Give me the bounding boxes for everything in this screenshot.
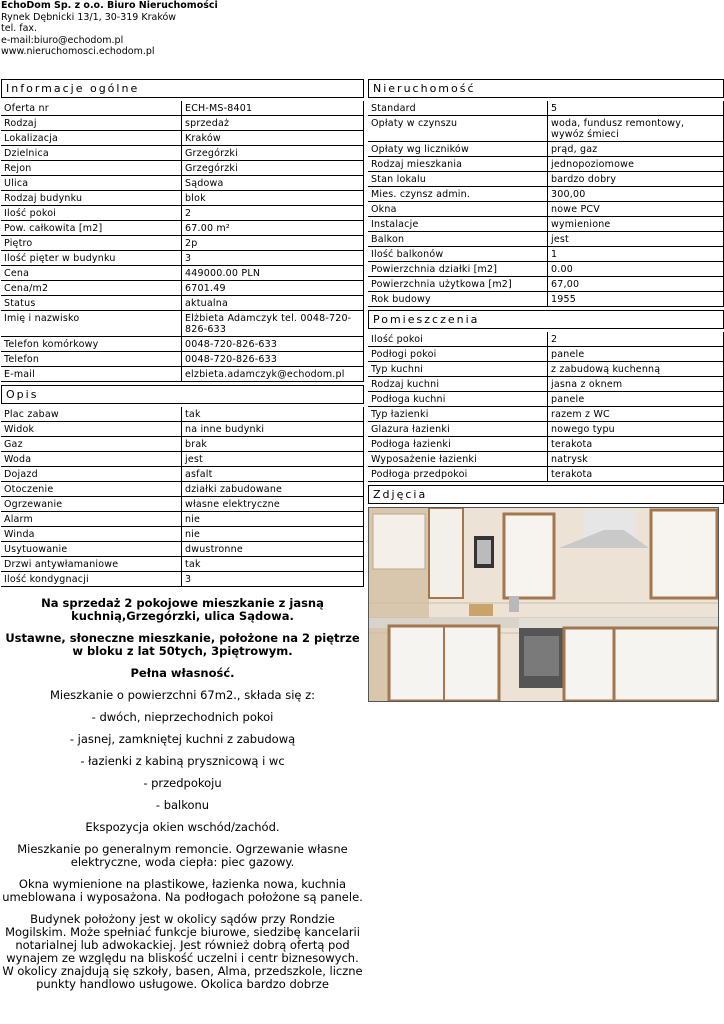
opis-row: [1, 557, 364, 572]
property-row: [368, 101, 724, 116]
description-paragraph: - dwóch, nieprzechodnich pokoi: [91, 710, 274, 724]
rooms-row: [368, 347, 724, 362]
description-paragraph: - łazienki z kabiną prysznicową i wc: [80, 754, 285, 768]
property-value: woda, fundusz remontowy, wywóz śmieci: [548, 116, 724, 142]
section-title-opis: Opis: [1, 385, 364, 404]
company-website: www.nieruchomosci.echodom.pl: [1, 46, 155, 57]
general-info-label: Ilość pięter w budynku: [1, 251, 182, 266]
rooms-label: Podłogi pokoi: [368, 347, 548, 362]
property-label: Rok budowy: [368, 292, 548, 307]
rooms-value: panele: [548, 392, 724, 407]
property-label: Opłaty wg liczników: [368, 142, 548, 157]
property-label: Powierzchnia działki [m2]: [368, 262, 548, 277]
property-value: prąd, gaz: [548, 142, 724, 157]
property-label: Ilość balkonów: [368, 247, 548, 262]
description-paragraph: Ustawne, słoneczne mieszkanie, położone na 2 piętrze w bloku z lat 50tych, 3piętrowym.: [5, 631, 360, 658]
opis-value: brak: [182, 437, 364, 452]
rooms-label: Podłoga przedpokoi: [368, 467, 548, 482]
general-info-row: [1, 296, 364, 311]
property-value: jednopoziomowe: [548, 157, 724, 172]
general-info-value: ECH-MS-8401: [182, 101, 364, 116]
property-table: [368, 101, 724, 307]
property-row: [368, 292, 724, 307]
general-info-value: 3: [182, 251, 364, 266]
general-info-table: [1, 101, 364, 382]
rooms-label: Ilość pokoi: [368, 332, 548, 347]
property-value: 67,00: [548, 277, 724, 292]
general-info-label: Lokalizacja: [1, 131, 182, 146]
rooms-row: [368, 407, 724, 422]
opis-value: na inne budynki: [182, 422, 364, 437]
general-info-value: 449000.00 PLN: [182, 266, 364, 281]
general-info-label: Rodzaj: [1, 116, 182, 131]
property-value: wymienione: [548, 217, 724, 232]
opis-table: [1, 407, 364, 587]
property-row: [368, 157, 724, 172]
general-info-value: blok: [182, 191, 364, 206]
description-paragraph: Mieszkanie po generalnym remoncie. Ogrzewanie własne elektryczne, woda ciepła: piec gazowy.: [17, 842, 348, 869]
general-info-label: Telefon komórkowy: [1, 337, 182, 352]
opis-value: własne elektryczne: [182, 497, 364, 512]
general-info-value: Grzegórzki: [182, 146, 364, 161]
property-label: Mies. czynsz admin.: [368, 187, 548, 202]
property-row: [368, 187, 724, 202]
general-info-label: Telefon: [1, 352, 182, 367]
property-label: Powierzchnia użytkowa [m2]: [368, 277, 548, 292]
agency-header: [1, 0, 218, 58]
rooms-value: jasna z oknem: [548, 377, 724, 392]
section-title-rooms: Pomieszczenia: [368, 310, 724, 329]
rooms-row: [368, 422, 724, 437]
rooms-value: panele: [548, 347, 724, 362]
general-info-value: Kraków: [182, 131, 364, 146]
description-paragraph: Mieszkanie o powierzchni 67m2., składa się z:: [49, 688, 316, 702]
opis-label: Woda: [1, 452, 182, 467]
rooms-value: 2: [548, 332, 724, 347]
opis-row: [1, 422, 364, 437]
opis-value: tak: [182, 557, 364, 572]
opis-row: [1, 437, 364, 452]
property-value: jest: [548, 232, 724, 247]
general-info-label: Ulica: [1, 176, 182, 191]
company-email: e-mail:biuro@echodom.pl: [1, 34, 124, 46]
general-info-label: Ilość pokoi: [1, 206, 182, 221]
property-row: [368, 142, 724, 157]
kitchen-photo-illustration: [369, 508, 718, 701]
opis-value: dwustronne: [182, 542, 364, 557]
general-info-value: Sądowa: [182, 176, 364, 191]
opis-label: Otoczenie: [1, 482, 182, 497]
description-paragraph: - jasnej, zamkniętej kuchni z zabudową: [69, 732, 296, 746]
opis-label: Gaz: [1, 437, 182, 452]
left-column: [1, 79, 364, 1000]
property-row: [368, 277, 724, 292]
property-label: Stan lokalu: [368, 172, 548, 187]
opis-row: [1, 452, 364, 467]
opis-row: [1, 407, 364, 422]
property-row: [368, 116, 724, 142]
general-info-row: [1, 266, 364, 281]
general-info-row: [1, 311, 364, 337]
company-fax: tel. fax.: [1, 23, 38, 34]
rooms-value: terakota: [548, 437, 724, 452]
opis-value: nie: [182, 512, 364, 527]
offer-description: [1, 597, 364, 991]
general-info-row: [1, 251, 364, 266]
general-info-row: [1, 206, 364, 221]
general-info-value: elzbieta.adamczyk@echodom.pl: [182, 367, 364, 382]
rooms-row: [368, 332, 724, 347]
description-paragraph: Budynek położony jest w okolicy sądów przy Rondzie Mogilskim. Może spełniać funkcje biurowe, siedzibę kancelarii notarialnej lub adwokackiej. Jest również dobrą ofertą pod wynajem ze względu na bliskość uczelni i centr biznesowych. W okolicy znajdują się szkoły, basen, Alma, przedszkole, liczne punkty handlowo usługowe. Okolica bardzo dobrze: [2, 912, 363, 991]
general-info-label: Rodzaj budynku: [1, 191, 182, 206]
rooms-label: Podłoga kuchni: [368, 392, 548, 407]
company-address: Rynek Dębnicki 13/1, 30-319 Kraków: [1, 11, 177, 23]
general-info-row: [1, 236, 364, 251]
property-label: Balkon: [368, 232, 548, 247]
property-label: Opłaty w czynszu: [368, 116, 548, 142]
general-info-value: 6701.49: [182, 281, 364, 296]
rooms-row: [368, 377, 724, 392]
opis-row: [1, 542, 364, 557]
opis-label: Usytuowanie: [1, 542, 182, 557]
description-paragraph: Okna wymienione na plastikowe, łazienka nowa, kuchnia umeblowana i wyposażona. Na podłogach położone są panele.: [2, 877, 363, 904]
property-row: [368, 217, 724, 232]
property-value: 5: [548, 101, 724, 116]
opis-row: [1, 527, 364, 542]
property-value: bardzo dobry: [548, 172, 724, 187]
general-info-label: Imię i nazwisko: [1, 311, 182, 337]
opis-row: [1, 467, 364, 482]
rooms-table: [368, 332, 724, 482]
property-label: Standard: [368, 101, 548, 116]
opis-value: asfalt: [182, 467, 364, 482]
rooms-value: nowego typu: [548, 422, 724, 437]
property-value: 300,00: [548, 187, 724, 202]
section-title-general: Informacje ogólne: [1, 79, 364, 98]
description-paragraph: Pełna własność.: [130, 666, 235, 680]
general-info-value: Elżbieta Adamczyk tel. 0048-720-826-633: [182, 311, 364, 337]
description-paragraph: - przedpokoju: [143, 776, 222, 790]
property-value: 1955: [548, 292, 724, 307]
general-info-row: [1, 337, 364, 352]
opis-value: działki zabudowane: [182, 482, 364, 497]
description-paragraph: Ekspozycja okien wschód/zachód.: [85, 820, 280, 834]
general-info-row: [1, 161, 364, 176]
kitchen-photo[interactable]: [368, 507, 719, 702]
property-label: Instalacje: [368, 217, 548, 232]
opis-label: Drzwi antywłamaniowe: [1, 557, 182, 572]
general-info-label: Cena: [1, 266, 182, 281]
rooms-value: razem z WC: [548, 407, 724, 422]
rooms-row: [368, 452, 724, 467]
general-info-value: 2p: [182, 236, 364, 251]
general-info-row: [1, 176, 364, 191]
property-row: [368, 247, 724, 262]
rooms-value: z zabudową kuchenną: [548, 362, 724, 377]
general-info-row: [1, 101, 364, 116]
general-info-row: [1, 352, 364, 367]
general-info-label: Pow. całkowita [m2]: [1, 221, 182, 236]
property-label: Okna: [368, 202, 548, 217]
property-row: [368, 202, 724, 217]
opis-value: nie: [182, 527, 364, 542]
property-value: 1: [548, 247, 724, 262]
general-info-label: Cena/m2: [1, 281, 182, 296]
general-info-label: Piętro: [1, 236, 182, 251]
rooms-row: [368, 392, 724, 407]
rooms-label: Rodzaj kuchni: [368, 377, 548, 392]
rooms-label: Typ łazienki: [368, 407, 548, 422]
property-label: Rodzaj mieszkania: [368, 157, 548, 172]
description-paragraph: Na sprzedaż 2 pokojowe mieszkanie z jasną kuchnią,Grzegórzki, ulica Sądowa.: [41, 596, 324, 623]
general-info-label: Status: [1, 296, 182, 311]
property-value: nowe PCV: [548, 202, 724, 217]
opis-label: Dojazd: [1, 467, 182, 482]
general-info-label: Dzielnica: [1, 146, 182, 161]
opis-value: tak: [182, 407, 364, 422]
property-row: [368, 262, 724, 277]
general-info-value: 0048-720-826-633: [182, 352, 364, 367]
general-info-row: [1, 221, 364, 236]
general-info-label: E-mail: [1, 367, 182, 382]
general-info-row: [1, 116, 364, 131]
opis-value: 3: [182, 572, 364, 587]
rooms-row: [368, 467, 724, 482]
rooms-row: [368, 437, 724, 452]
description-paragraph: - balkonu: [155, 798, 210, 812]
opis-label: Alarm: [1, 512, 182, 527]
opis-value: jest: [182, 452, 364, 467]
rooms-value: natrysk: [548, 452, 724, 467]
rooms-label: Wyposażenie łazienki: [368, 452, 548, 467]
general-info-row: [1, 191, 364, 206]
opis-row: [1, 482, 364, 497]
opis-row: [1, 512, 364, 527]
general-info-row: [1, 367, 364, 382]
opis-label: Plac zabaw: [1, 407, 182, 422]
opis-row: [1, 497, 364, 512]
general-info-value: 67.00 m²: [182, 221, 364, 236]
rooms-value: terakota: [548, 467, 724, 482]
general-info-row: [1, 281, 364, 296]
opis-label: Widok: [1, 422, 182, 437]
general-info-value: sprzedaż: [182, 116, 364, 131]
rooms-label: Typ kuchni: [368, 362, 548, 377]
opis-row: [1, 572, 364, 587]
section-title-photos: Zdjęcia: [368, 485, 724, 504]
company-name: EchoDom Sp. z o.o. Biuro Nieruchomości: [1, 0, 218, 11]
general-info-row: [1, 146, 364, 161]
general-info-value: 2: [182, 206, 364, 221]
right-column: [368, 79, 724, 702]
general-info-row: [1, 131, 364, 146]
general-info-value: aktualna: [182, 296, 364, 311]
property-row: [368, 172, 724, 187]
opis-label: Ilość kondygnacji: [1, 572, 182, 587]
opis-label: Ogrzewanie: [1, 497, 182, 512]
rooms-row: [368, 362, 724, 377]
general-info-label: Oferta nr: [1, 101, 182, 116]
rooms-label: Glazura łazienki: [368, 422, 548, 437]
property-row: [368, 232, 724, 247]
section-title-property: Nieruchomość: [368, 79, 724, 98]
general-info-value: 0048-720-826-633: [182, 337, 364, 352]
general-info-label: Rejon: [1, 161, 182, 176]
general-info-value: Grzegórzki: [182, 161, 364, 176]
opis-label: Winda: [1, 527, 182, 542]
property-value: 0.00: [548, 262, 724, 277]
rooms-label: Podłoga łazienki: [368, 437, 548, 452]
